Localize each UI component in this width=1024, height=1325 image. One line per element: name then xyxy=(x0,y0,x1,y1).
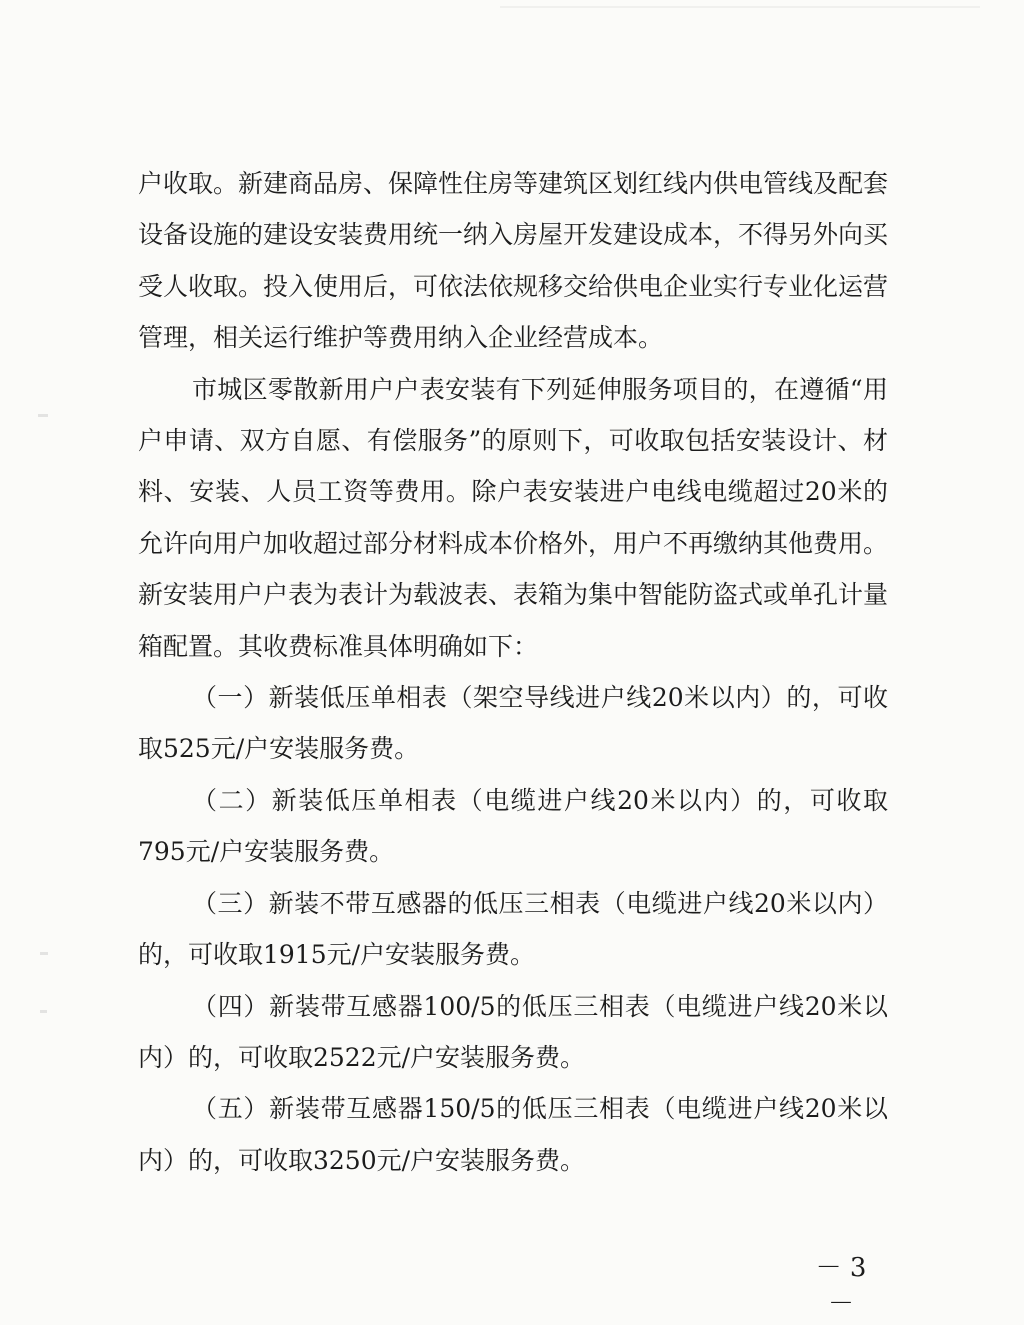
document-body xyxy=(138,158,888,1186)
paragraph-continuation: 户收取。新建商品房、保障性住房等建筑区划红线内供电管线及配套设备设施的建设安装费用统一纳入房屋开发建设成本，不得另外向买受人收取。投入使用后，可依法依规移交给供电企业实行专业化运营管理，相关运行维护等费用纳入企业经营成本。 xyxy=(138,169,889,353)
paragraph-fee-item-4: （四）新装带互感器100/5的低压三相表（电缆进户线20米以内）的，可收取2522元/户安装服务费。 xyxy=(138,991,888,1072)
paragraph-fee-item-1: （一）新装低压单相表（架空导线进户线20米以内）的，可收取525元/户安装服务费。 xyxy=(138,683,888,764)
scan-artifact xyxy=(40,952,48,955)
page-number: － 3 － xyxy=(815,1253,867,1319)
scan-artifact xyxy=(500,6,980,8)
paragraph-fee-item-2: （二）新装低压单相表（电缆进户线20米以内）的，可收取795元/户安装服务费。 xyxy=(138,785,888,867)
paragraph-fee-item-3: （三）新装不带互感器的低压三相表（电缆进户线20米以内）的，可收取1915元/户安装服务费。 xyxy=(138,888,888,970)
scan-artifact xyxy=(40,1010,47,1013)
scan-artifact xyxy=(38,414,48,417)
paragraph-service-items: 市城区零散新用户户表安装有下列延伸服务项目的，在遵循“用户申请、双方自愿、有偿服务”的原则下，可收取包括安装设计、材料、安装、人员工资等费用。除户表安装进户电线电缆超过20米的允许向用户加收超过部分材料成本价格外，用户不再缴纳其他费用。新安装用户户表为表计为载波表、表箱为集中智能防盗式或单孔计量箱配置。其收费标准具体明确如下： xyxy=(138,374,889,661)
paragraph-fee-item-5: （五）新装带互感器150/5的低压三相表（电缆进户线20米以内）的，可收取3250元/户安装服务费。 xyxy=(138,1094,888,1175)
